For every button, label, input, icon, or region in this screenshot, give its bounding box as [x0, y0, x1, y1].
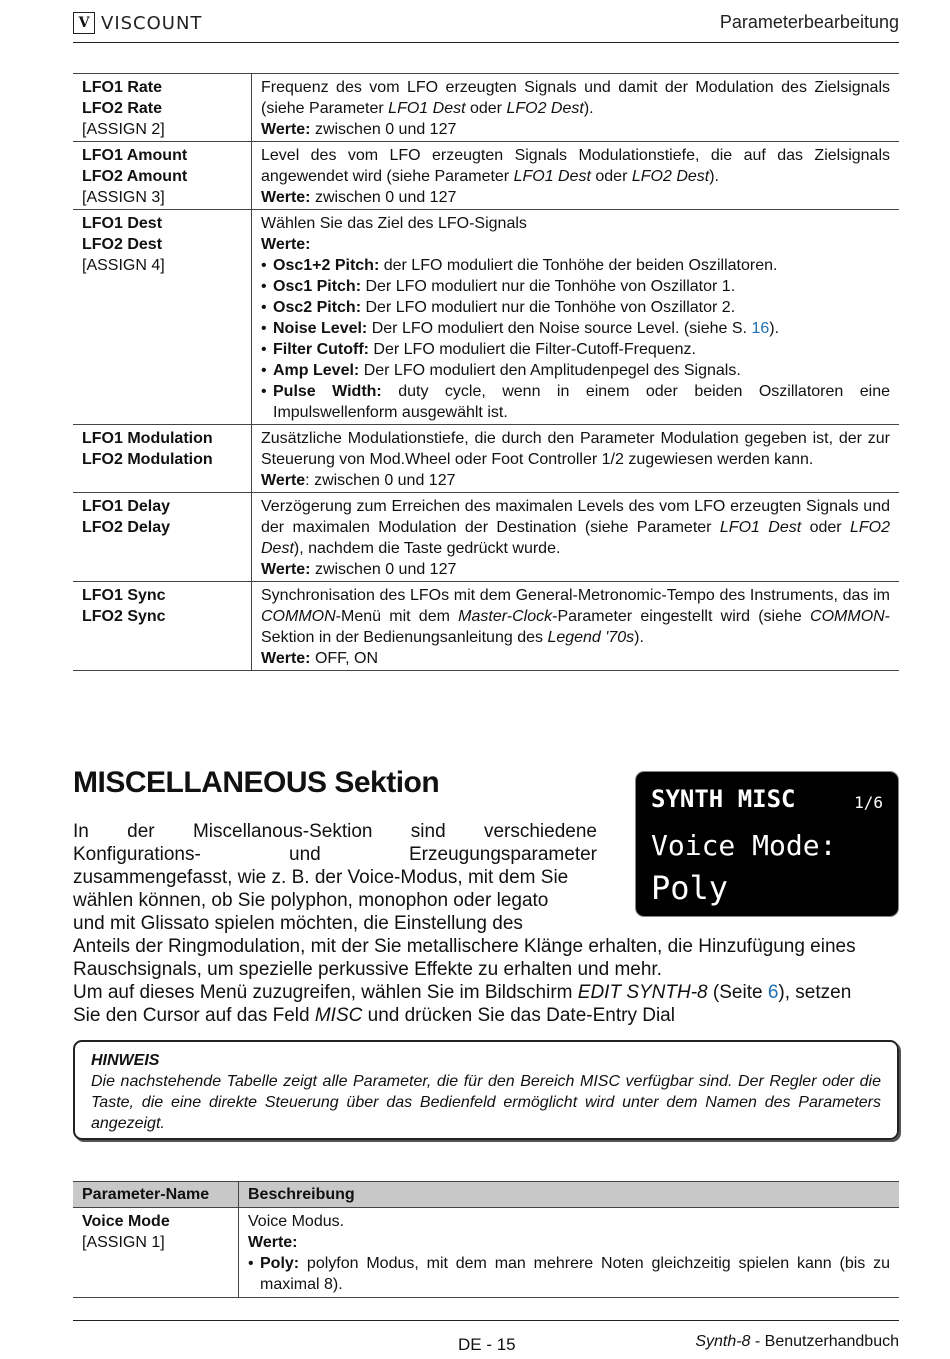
- column-header: Beschreibung: [239, 1182, 900, 1208]
- param-name: LFO1 Amount: [82, 147, 188, 164]
- values-text: zwischen 0 und 127: [310, 561, 457, 578]
- param-name: LFO2 Modulation: [82, 451, 213, 468]
- intro-line: Konfigurations- und Erzeugungsparameter: [73, 844, 597, 865]
- param-name: LFO1 Sync: [82, 587, 166, 604]
- param-assign: [ASSIGN 4]: [82, 257, 165, 274]
- list-item: • Filter Cutoff: Der LFO moduliert die Filter-Cutoff-Frequenz.: [261, 339, 890, 360]
- viscount-logo: [73, 12, 202, 34]
- intro-line: In der Miscellanous-Sektion sind verschiedene: [73, 821, 597, 842]
- list-item: • Noise Level: Der LFO moduliert den Noise source Level. (siehe S. 16).: [261, 318, 890, 339]
- section-intro: [73, 820, 899, 1027]
- table-row: [73, 493, 899, 582]
- param-description: Wählen Sie das Ziel des LFO-Signals Werte: • Osc1+2 Pitch: der LFO moduliert die Tonhöhe der beiden Oszillatoren. • Osc1 Pitch: Der LFO moduliert nur die Tonhöhe von Oszillator 1. • Osc2 Pitch: Der LFO moduliert nur die Tonhöhe von Oszillator 2. • Noise Level: Der LFO moduliert den Noise source Level. (siehe S. 16). • Filter Cutoff: Der LFO moduliert die Filter-Cutoff-Frequenz. • Amp Level: Der LFO moduliert den Amplitudenpegel des Signals. • Pulse Width: duty cycle, wenn in einem oder beiden Oszillatoren eine Impulswellenform ausgewählt ist.: [252, 210, 900, 425]
- param-name: LFO2 Delay: [82, 519, 171, 536]
- table-row: [73, 425, 899, 493]
- intro-line: wählen können, ob Sie polyphon, monophon oder legato: [73, 890, 549, 911]
- param-name-cell: [73, 142, 252, 210]
- access-instruction: Um auf dieses Menü zuzugreifen, wählen Sie im Bildschirm EDIT SYNTH-8 (Seite 6), setzen: [73, 982, 852, 1003]
- param-name: Voice Mode: [82, 1213, 170, 1230]
- values-label: Werte:: [261, 650, 311, 667]
- intro-line: Rauschsignals, um spezielle perkussive Effekte zu erhalten und mehr.: [73, 959, 662, 980]
- values-text: : zwischen 0 und 127: [305, 472, 456, 489]
- param-assign: [ASSIGN 1]: [82, 1234, 165, 1251]
- page-header: [73, 8, 899, 43]
- lcd-param-name: Voice Mode:: [651, 829, 837, 862]
- hint-text: Die nachstehende Tabelle zeigt alle Parameter, die für den Bereich MISC verfügbar sind. Der Regler oder die Taste, die eine direkte Steuerung über das Bedienfeld ermöglicht wird unter dem Namen des Parameters angezeigt.: [91, 1073, 881, 1132]
- list-item: • Osc1+2 Pitch: der LFO moduliert die Tonhöhe der beiden Oszillatoren.: [261, 255, 890, 276]
- param-name-cell: [73, 425, 252, 493]
- param-name: LFO1 Delay: [82, 498, 171, 515]
- values-label: Werte:: [261, 121, 311, 138]
- param-description: Zusätzliche Modulationstiefe, die durch den Parameter Modulation gegeben ist, der zur Steuerung von Mod.Wheel oder Foot Controller 1/2 zugewiesen werden kann. Werte: zwischen 0 und 127: [252, 425, 900, 493]
- param-description: Voice Modus. Werte: • Poly: polyfon Modus, mit dem man mehrere Noten gleichzeitig spielen kann (bis zu maximal 8).: [239, 1208, 900, 1298]
- lcd-title: SYNTH MISC: [651, 785, 796, 813]
- header-title: Parameterbearbeitung: [719, 12, 899, 32]
- values-label: Werte: [261, 472, 306, 489]
- param-name: LFO2 Dest: [82, 236, 163, 253]
- list-item: • Amp Level: Der LFO moduliert den Amplitudenpegel des Signals.: [261, 360, 890, 381]
- table-row: [73, 74, 899, 142]
- manual-title: Synth-8 - Benutzerhandbuch: [695, 1333, 899, 1350]
- param-description: Verzögerung zum Erreichen des maximalen Levels des vom LFO erzeugten Signals und der maximalen Modulation der Destination (siehe Parameter LFO1 Dest oder LFO2 Dest), nachdem die Taste gedrückt wurde. Werte: zwischen 0 und 127: [252, 493, 900, 582]
- lfo-parameter-table: [73, 73, 899, 671]
- viscount-logo-icon: V: [73, 12, 95, 34]
- intro-line: Anteils der Ringmodulation, mit der Sie metallischere Klänge erhalten, die Hinzufügung eines: [73, 936, 856, 957]
- param-name: LFO1 Dest: [82, 215, 163, 232]
- param-name: LFO1 Modulation: [82, 430, 213, 447]
- column-header: Parameter-Name: [73, 1182, 239, 1208]
- param-name: LFO2 Sync: [82, 608, 166, 625]
- list-item: • Osc2 Pitch: Der LFO moduliert nur die Tonhöhe von Oszillator 2.: [261, 297, 890, 318]
- values-label: Werte:: [261, 236, 311, 253]
- param-name-cell: [73, 582, 252, 671]
- hint-title: HINWEIS: [91, 1052, 160, 1069]
- page-number: DE - 15: [458, 1335, 516, 1354]
- param-assign: [ASSIGN 3]: [82, 189, 165, 206]
- list-item: • Poly: polyfon Modus, mit dem man mehrere Noten gleichzeitig spielen kann (bis zu maximal 8).: [248, 1253, 890, 1295]
- page-link[interactable]: 6: [767, 982, 779, 1003]
- misc-parameter-table: [73, 1181, 899, 1298]
- values-text: OFF, ON: [310, 650, 379, 667]
- intro-line: zusammengefasst, wie z. B. der Voice-Modus, mit dem Sie: [73, 867, 569, 888]
- section-title: MISCELLANEOUS Sektion: [73, 766, 440, 799]
- param-name: LFO2 Amount: [82, 168, 188, 185]
- list-item: • Pulse Width: duty cycle, wenn in einem oder beiden Oszillatoren eine Impulswellenform ausgewählt ist.: [261, 381, 890, 423]
- values-text: zwischen 0 und 127: [310, 121, 457, 138]
- param-name: LFO1 Rate: [82, 79, 163, 96]
- param-description: Frequenz des vom LFO erzeugten Signals und damit der Modulation des Zielsignals (siehe Parameter LFO1 Dest oder LFO2 Dest). Werte: zwischen 0 und 127: [252, 74, 900, 142]
- lcd-page-indicator: 1/6: [854, 793, 883, 812]
- page-footer: [73, 1320, 899, 1354]
- brand-name: VISCOUNT: [101, 12, 203, 34]
- table-row: [73, 210, 899, 425]
- param-description: Level des vom LFO erzeugten Signals Modulationstiefe, die auf das Zielsignals angewendet wird (siehe Parameter LFO1 Dest oder LFO2 Dest). Werte: zwischen 0 und 127: [252, 142, 900, 210]
- table-header-row: [73, 1182, 899, 1208]
- page-link[interactable]: 16: [751, 320, 770, 337]
- lcd-param-value: Poly: [651, 869, 729, 907]
- values-list: [261, 255, 890, 423]
- values-label: Werte:: [261, 561, 311, 578]
- list-item: • Osc1 Pitch: Der LFO moduliert nur die Tonhöhe von Oszillator 1.: [261, 276, 890, 297]
- table-row: [73, 1208, 899, 1298]
- table-row: [73, 142, 899, 210]
- access-instruction: Sie den Cursor auf das Feld MISC und drücken Sie das Date-Entry Dial: [73, 1005, 675, 1026]
- values-list: [248, 1253, 890, 1295]
- param-description: Synchronisation des LFOs mit dem General-Metronomic-Tempo des Instruments, das im COMMON-Menü mit dem Master-Clock-Parameter eingestellt wird (siehe COMMON-Sektion in der Bedienungsanleitung des Legend '70s). Werte: OFF, ON: [252, 582, 900, 671]
- hint-box: [73, 1040, 899, 1140]
- table-row: [73, 582, 899, 671]
- param-name-cell: [73, 210, 252, 425]
- param-name-cell: [73, 493, 252, 582]
- param-assign: [ASSIGN 2]: [82, 121, 165, 138]
- param-name-cell: [73, 74, 252, 142]
- values-text: zwischen 0 und 127: [310, 189, 457, 206]
- param-name-cell: [73, 1208, 239, 1298]
- values-label: Werte:: [248, 1234, 298, 1251]
- param-name: LFO2 Rate: [82, 100, 163, 117]
- values-label: Werte:: [261, 189, 311, 206]
- intro-line: und mit Glissato spielen möchten, die Einstellung des: [73, 913, 523, 934]
